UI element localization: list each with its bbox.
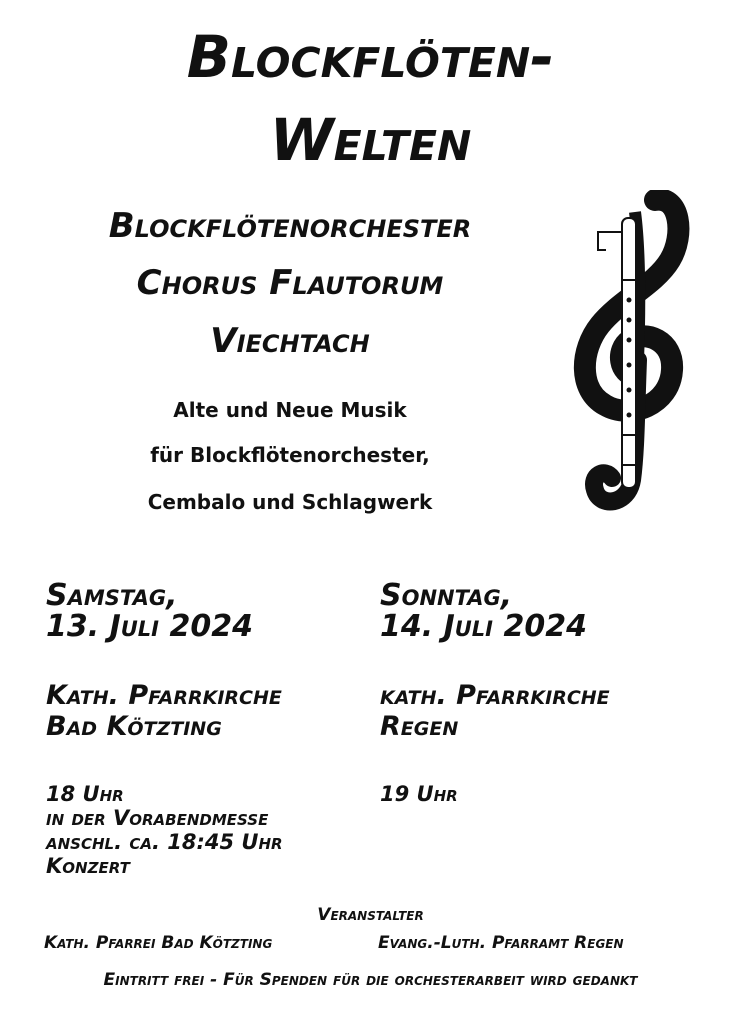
- description-line-3: Cembalo und Schlagwerk: [147, 490, 433, 514]
- place-line-1: kath. Pfarrkirche: [380, 680, 610, 711]
- description-line-2: für Blockflötenorchester,: [150, 443, 430, 467]
- organizer-label: Veranstalter: [317, 905, 424, 925]
- time-line-2: in der Vorabendmesse: [46, 806, 269, 830]
- date-line-1: Sonntag,: [380, 578, 513, 613]
- date-line-2: 14. Juli 2024: [380, 609, 587, 644]
- title-line-2: Welten: [269, 106, 472, 174]
- concert-sunday: [380, 580, 710, 806]
- place-line-2: Bad Kötzting: [46, 711, 222, 742]
- title-line-1: Blockflöten-: [186, 23, 555, 91]
- time-line-4: Konzert: [46, 854, 130, 878]
- footer-note: Eintritt frei - Für Spenden für die orchesterarbeit wird gedankt: [103, 970, 638, 990]
- place-line-2: Regen: [380, 711, 459, 742]
- orchestra-line-3: Viechtach: [210, 321, 370, 361]
- organizer-bad-koetzting: Kath. Pfarrei Bad Kötzting: [44, 933, 273, 953]
- time-line-3: anschl. ca. 18:45 Uhr: [46, 830, 283, 854]
- concert-saturday: [46, 580, 376, 878]
- orchestra-line-2: Chorus Flautorum: [136, 263, 444, 303]
- place-line-1: Kath. Pfarrkirche: [46, 680, 282, 711]
- date-line-2: 13. Juli 2024: [46, 609, 253, 644]
- time-line-1: 19 Uhr: [380, 782, 458, 806]
- treble-clef-recorder-icon: [560, 190, 690, 520]
- date-line-1: Samstag,: [46, 578, 178, 613]
- organizer-regen: Evang.-Luth. Pfarramt Regen: [378, 933, 624, 953]
- description-line-1: Alte und Neue Musik: [173, 398, 407, 422]
- orchestra-line-1: Blockflötenorchester: [108, 206, 472, 246]
- time-line-1: 18 Uhr: [46, 782, 124, 806]
